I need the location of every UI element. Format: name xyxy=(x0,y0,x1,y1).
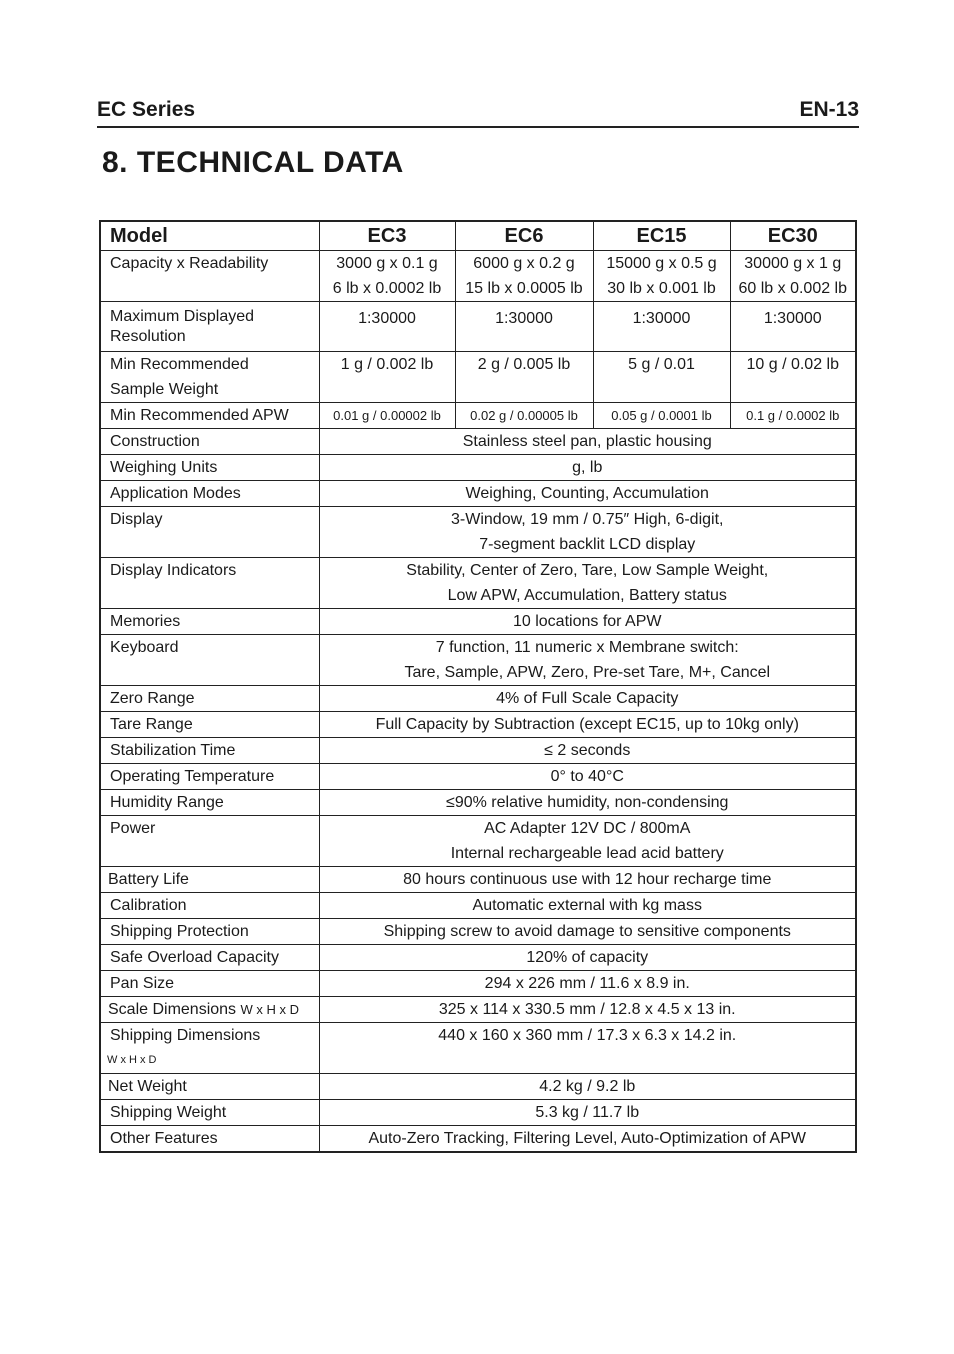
table-row xyxy=(100,1023,856,1074)
value-line: 10 locations for APW xyxy=(512,613,662,630)
table-row xyxy=(100,1074,856,1100)
row-label: Operating Temperature xyxy=(100,764,319,790)
row-value xyxy=(319,738,856,764)
row-label: Shipping Weight xyxy=(100,1100,319,1126)
table-row xyxy=(100,403,856,429)
page-number: EN-13 xyxy=(799,98,859,121)
label-sub: W x H x D xyxy=(240,1002,300,1017)
value-line: Stainless steel pan, plastic housing xyxy=(462,433,712,450)
table-row xyxy=(100,507,856,558)
min-sample-ec30: 10 g / 0.02 lb xyxy=(730,352,856,403)
row-value xyxy=(319,764,856,790)
table-row xyxy=(100,945,856,971)
table-row xyxy=(100,686,856,712)
label-line: Maximum Displayed xyxy=(110,308,255,325)
table-row xyxy=(100,764,856,790)
row-value: 325 x 114 x 330.5 mm / 12.8 x 4.5 x 13 in. xyxy=(319,997,856,1023)
resolution-ec30: 1:30000 xyxy=(730,302,856,352)
header-ec6: EC6 xyxy=(455,221,593,251)
value-line: Automatic external with kg mass xyxy=(472,897,702,914)
capacity-lb: 6 lb x 0.0002 lb xyxy=(332,280,442,297)
min-apw-ec3: 0.01 g / 0.00002 lb xyxy=(319,403,455,429)
row-value xyxy=(319,429,856,455)
row-label: Display xyxy=(100,507,319,558)
row-value xyxy=(319,971,856,997)
value-line: 0° to 40°C xyxy=(550,768,624,785)
value-line: Internal rechargeable lead acid battery xyxy=(450,845,724,862)
value-line: Tare, Sample, APW, Zero, Pre-set Tare, M+, Cancel xyxy=(404,664,771,681)
row-label: Humidity Range xyxy=(100,790,319,816)
row-label: Min Recommended APW xyxy=(100,403,319,429)
table-row xyxy=(100,997,856,1023)
value-line: g, lb xyxy=(572,459,603,476)
row-value xyxy=(319,481,856,507)
row-value xyxy=(319,609,856,635)
table-row xyxy=(100,609,856,635)
row-value xyxy=(319,686,856,712)
capacity-lb: 30 lb x 0.001 lb xyxy=(607,280,716,297)
table-row xyxy=(100,790,856,816)
resolution-ec15: 1:30000 xyxy=(593,302,730,352)
min-apw-ec15: 0.05 g / 0.0001 lb xyxy=(593,403,730,429)
row-value xyxy=(319,507,856,558)
capacity-g: 3000 g x 0.1 g xyxy=(336,255,438,272)
label-line: Sample Weight xyxy=(110,381,219,398)
table-row xyxy=(100,919,856,945)
table-row xyxy=(100,481,856,507)
tail-rows xyxy=(100,1074,856,1153)
row-value xyxy=(319,816,856,867)
value-line: 7-segment backlit LCD display xyxy=(479,536,696,553)
row-label: Construction xyxy=(100,429,319,455)
row-label: Application Modes xyxy=(100,481,319,507)
value-line: 80 hours continuous use with 12 hour recharge time xyxy=(403,871,772,888)
spec-rows xyxy=(100,429,856,997)
min-sample-ec6: 2 g / 0.005 lb xyxy=(455,352,593,403)
row-value: 5.3 kg / 11.7 lb xyxy=(319,1100,856,1126)
table-row xyxy=(100,893,856,919)
min-sample-ec3: 1 g / 0.002 lb xyxy=(319,352,455,403)
row-label: Calibration xyxy=(100,893,319,919)
min-sample-ec15: 5 g / 0.01 xyxy=(593,352,730,403)
header-ec3: EC3 xyxy=(319,221,455,251)
row-value xyxy=(319,558,856,609)
technical-data-table xyxy=(99,220,857,1153)
table-row xyxy=(100,971,856,997)
row-value xyxy=(319,455,856,481)
value-line: Stability, Center of Zero, Tare, Low Sample Weight, xyxy=(406,562,769,579)
row-label: Stabilization Time xyxy=(100,738,319,764)
section-title: 8. TECHNICAL DATA xyxy=(102,146,404,179)
min-apw-ec30: 0.1 g / 0.0002 lb xyxy=(730,403,856,429)
row-label: Safe Overload Capacity xyxy=(100,945,319,971)
value-line: 4% of Full Scale Capacity xyxy=(496,690,679,707)
value-line: 294 x 226 mm / 11.6 x 8.9 in. xyxy=(484,975,690,992)
row-value xyxy=(319,919,856,945)
value-line: ≤90% relative humidity, non-condensing xyxy=(446,794,729,811)
table-row xyxy=(100,558,856,609)
value-line: Shipping screw to avoid damage to sensitive components xyxy=(383,923,791,940)
row-label: Battery Life xyxy=(100,867,319,893)
row-value xyxy=(319,867,856,893)
row-value: 440 x 160 x 360 mm / 17.3 x 6.3 x 14.2 in. xyxy=(319,1023,856,1074)
row-label xyxy=(100,302,319,352)
row-value xyxy=(319,893,856,919)
row-label: Tare Range xyxy=(100,712,319,738)
capacity-ec3 xyxy=(319,251,455,302)
row-label xyxy=(100,352,319,403)
table-row xyxy=(100,867,856,893)
page-header xyxy=(97,96,859,128)
table-header-row xyxy=(100,221,856,251)
row-label xyxy=(100,1023,319,1074)
capacity-g: 30000 g x 1 g xyxy=(744,255,842,272)
row-value xyxy=(319,635,856,686)
row-value: Auto-Zero Tracking, Filtering Level, Auto-Optimization of APW xyxy=(319,1126,856,1153)
row-label: Shipping Protection xyxy=(100,919,319,945)
capacity-ec15 xyxy=(593,251,730,302)
label-sub: W x H x D xyxy=(107,1054,157,1066)
row-label: Keyboard xyxy=(100,635,319,686)
table-row xyxy=(100,455,856,481)
row-value xyxy=(319,790,856,816)
row-label: Memories xyxy=(100,609,319,635)
table-row xyxy=(100,352,856,403)
row-label: Pan Size xyxy=(100,971,319,997)
row-label: Zero Range xyxy=(100,686,319,712)
row-label: Capacity x Readability xyxy=(100,251,319,302)
table-row xyxy=(100,302,856,352)
row-label: Net Weight xyxy=(100,1074,319,1100)
row-label xyxy=(100,997,319,1023)
header-ec15: EC15 xyxy=(593,221,730,251)
value-line: Full Capacity by Subtraction (except EC15, up to 10kg only) xyxy=(375,716,799,733)
row-value xyxy=(319,945,856,971)
row-label: Other Features xyxy=(100,1126,319,1153)
label-text: Scale Dimensions xyxy=(108,1001,237,1018)
table-row xyxy=(100,635,856,686)
label-line: Resolution xyxy=(110,328,186,345)
table-row xyxy=(100,816,856,867)
value-line: 7 function, 11 numeric x Membrane switch: xyxy=(435,639,739,656)
value-line: ≤ 2 seconds xyxy=(544,742,631,759)
capacity-lb: 15 lb x 0.0005 lb xyxy=(465,280,583,297)
value-line: AC Adapter 12V DC / 800mA xyxy=(484,820,691,837)
row-value: 4.2 kg / 9.2 lb xyxy=(319,1074,856,1100)
value-line: 3-Window, 19 mm / 0.75″ High, 6-digit, xyxy=(451,511,724,528)
capacity-ec30 xyxy=(730,251,856,302)
capacity-lb: 60 lb x 0.002 lb xyxy=(738,280,848,297)
series-name: EC Series xyxy=(97,98,196,121)
table-row xyxy=(100,738,856,764)
min-apw-ec6: 0.02 g / 0.00005 lb xyxy=(455,403,593,429)
resolution-ec3: 1:30000 xyxy=(319,302,455,352)
capacity-g: 6000 g x 0.2 g xyxy=(473,255,575,272)
table-row xyxy=(100,1126,856,1153)
label-text: Shipping Dimensions xyxy=(110,1027,261,1044)
row-label: Weighing Units xyxy=(100,455,319,481)
table-row xyxy=(100,251,856,302)
row-value xyxy=(319,712,856,738)
resolution-ec6: 1:30000 xyxy=(455,302,593,352)
dimension-rows xyxy=(100,997,856,1074)
header-model: Model xyxy=(100,221,319,251)
capacity-g: 15000 g x 0.5 g xyxy=(606,255,717,272)
header-ec30: EC30 xyxy=(730,221,856,251)
value-line: Low APW, Accumulation, Battery status xyxy=(447,587,727,604)
value-line: 120% of capacity xyxy=(526,949,649,966)
row-label: Display Indicators xyxy=(100,558,319,609)
capacity-ec6 xyxy=(455,251,593,302)
label-line: Min Recommended xyxy=(110,356,249,373)
table-row xyxy=(100,1100,856,1126)
value-line: Weighing, Counting, Accumulation xyxy=(465,485,709,502)
table-row xyxy=(100,429,856,455)
table-row xyxy=(100,712,856,738)
row-label: Power xyxy=(100,816,319,867)
